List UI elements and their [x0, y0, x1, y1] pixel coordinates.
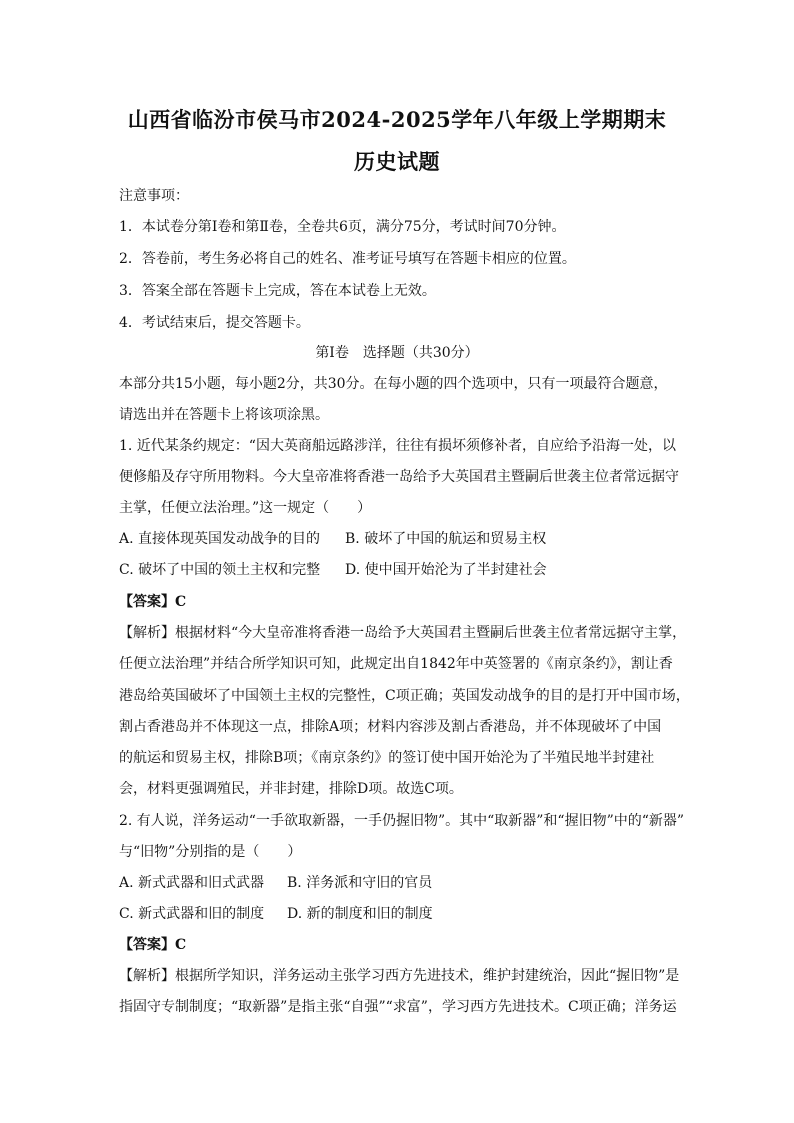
- exam-subtitle: 历史试题: [354, 149, 440, 174]
- question-2-answer: 【答案】C: [119, 937, 187, 953]
- option-b: B. 洋务派和守旧的官员: [287, 875, 433, 891]
- question-2-stem: 2. 有人说，洋务运动“一手欲取新器，一手仍握旧物”。其中“取新器”和“握旧物”中的“新器”: [119, 813, 685, 829]
- section-title: 第Ⅰ卷 选择题（共30分）: [315, 345, 479, 361]
- option-c: C. 破坏了中国的领土主权和完整: [119, 562, 321, 578]
- question-1-stem: 便修船及存守所用物料。今大皇帝准将香港一岛给予大英国君主暨嗣后世袭主位者常远据守: [119, 469, 679, 485]
- question-1-options-row: [119, 529, 679, 549]
- question-1-analysis: 会，材料更强调殖民，并非封建，排除D项。故选C项。: [119, 781, 463, 797]
- notice-item: 1．本试卷分第Ⅰ卷和第Ⅱ卷，全卷共6页，满分75分，考试时间70分钟。: [119, 219, 566, 235]
- question-1-options-row: [119, 560, 679, 580]
- option-a: A. 新式武器和旧式武器: [119, 875, 265, 891]
- question-2-options-row: [119, 873, 679, 893]
- question-1-analysis: 【解析】根据材料“今大皇帝准将香港一岛给予大英国君主暨嗣后世袭主位者常远据守主掌，: [119, 625, 687, 641]
- question-2-options-row: [119, 904, 679, 924]
- section-intro: 本部分共15小题，每小题2分，共30分。在每小题的四个选项中，只有一项最符合题意，: [119, 376, 668, 392]
- option-a: A. 直接体现英国发动战争的目的: [119, 531, 321, 547]
- question-1-analysis: 任便立法治理”并结合所学知识可知，此规定出自1842年中英签署的《南京条约》，割让香: [119, 656, 673, 672]
- question-1-stem: 1. 近代某条约规定：“因大英商船远路涉洋，往往有损坏须修补者，自应给予沿海一处，以: [119, 438, 676, 454]
- exam-title: 山西省临汾市侯马市2024-2025学年八年级上学期期末: [127, 107, 667, 132]
- notice-item: 2．答卷前，考生务必将自己的姓名、准考证号填写在答题卡相应的位置。: [119, 251, 576, 267]
- notice-heading: 注意事项：: [119, 188, 189, 204]
- question-1-analysis: 的航运和贸易主权，排除B项；《南京条约》的签订使中国开始沦为了半殖民地半封建社: [119, 750, 655, 766]
- question-2-analysis: 指固守专制制度；“取新器”是指主张“自强”“求富”，学习西方先进技术。C项正确；洋务运: [119, 999, 677, 1015]
- section-intro: 请选出并在答题卡上将该项涂黑。: [119, 407, 329, 423]
- question-1-analysis: 港岛给英国破坏了中国领土主权的完整性，C项正确；英国发动战争的目的是打开中国市场，: [119, 688, 690, 704]
- question-2-stem: 与“旧物”分别指的是（ ）: [119, 844, 302, 860]
- question-2-analysis: 【解析】根据所学知识，洋务运动主张学习西方先进技术，维护封建统治，因此“握旧物”是: [119, 968, 680, 984]
- option-b: B. 破坏了中国的航运和贸易主权: [345, 531, 547, 547]
- option-c: C. 新式武器和旧的制度: [119, 906, 265, 922]
- question-1-answer: 【答案】C: [119, 594, 187, 610]
- question-1-stem: 主掌，任便立法治理。”这一规定（ ）: [119, 500, 372, 516]
- option-d: D. 使中国开始沦为了半封建社会: [345, 562, 547, 578]
- notice-item: 4．考试结束后，提交答题卡。: [119, 315, 310, 331]
- notice-item: 3．答案全部在答题卡上完成，答在本试卷上无效。: [119, 283, 436, 299]
- question-1-analysis: 割占香港岛并不体现这一点，排除A项；材料内容涉及割占香港岛，并不体现破坏了中国: [119, 719, 662, 735]
- option-d: D. 新的制度和旧的制度: [287, 906, 433, 922]
